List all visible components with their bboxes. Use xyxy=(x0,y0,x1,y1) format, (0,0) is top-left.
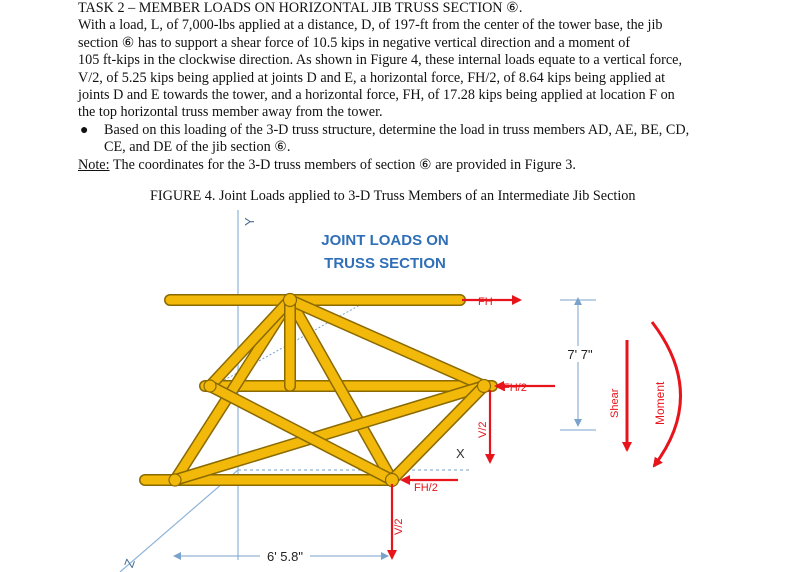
paragraph-line-3: 105 ft-kips in the clockwise direction. As shown in Figure 4, these internal loads equate to a vertical force, xyxy=(78,52,682,69)
fh2-mid-label: FH/2 xyxy=(503,382,527,394)
truss-members xyxy=(145,294,492,487)
figure-title-line-1: JOINT LOADS ON xyxy=(321,232,449,249)
height-dimension-label: 7' 7" xyxy=(567,347,593,362)
v2-mid-label: V/2 xyxy=(477,421,489,438)
paragraph-line-1: With a load, L, of 7,000-lbs applied at a distance, D, of 197-ft from the center of the tower base, the jib xyxy=(78,17,663,34)
paragraph-line-4: V/2, of 5.25 kips being applied at joints D and E, a horizontal force, FH/2, of 8.64 kips being applied at xyxy=(78,69,666,86)
paragraph-line-2: section ⑥ has to support a shear force of 10.5 kips in negative vertical direction and a moment of xyxy=(78,34,631,51)
v2-bottom-label: V/2 xyxy=(393,518,405,535)
figure-caption: FIGURE 4. Joint Loads applied to 3-D Truss Members of an Intermediate Jib Section xyxy=(150,188,636,204)
bullet-dot: ● xyxy=(80,122,89,138)
moment-label: Moment xyxy=(653,381,667,425)
fh2-bottom-label: FH/2 xyxy=(414,482,438,494)
y-axis-label: Y xyxy=(242,217,257,226)
paragraph-line-5: joints D and E towards the tower, and a horizontal force, FH, of 17.28 kips being applied at location F on xyxy=(78,87,675,104)
width-dimension-label: 6' 5.8" xyxy=(266,549,304,564)
bullet-line-1: Based on this loading of the 3-D truss structure, determine the load in truss members AD, AE, BE, CD, xyxy=(104,121,690,138)
task-heading: TASK 2 – MEMBER LOADS ON HORIZONTAL JIB TRUSS SECTION ⑥. xyxy=(78,0,523,16)
joint-D xyxy=(478,380,491,393)
shear-label: Shear xyxy=(609,388,621,418)
fh-top-label: FH xyxy=(478,296,493,308)
joint-A xyxy=(284,294,297,307)
bullet-line-2: CE, and DE of the jib section ⑥. xyxy=(104,139,291,156)
note-text: The coordinates for the 3-D truss members of section ⑥ are provided in Figure 3. xyxy=(109,156,576,173)
z-axis-label: Z xyxy=(121,556,138,570)
joint-B xyxy=(204,380,216,392)
note-label: Note: xyxy=(78,156,110,173)
x-label: X xyxy=(456,446,465,461)
joint-C xyxy=(169,474,181,486)
paragraph-line-6: the top horizontal truss member away from the tower. xyxy=(78,104,383,121)
figure-title-line-2: TRUSS SECTION xyxy=(324,255,446,272)
